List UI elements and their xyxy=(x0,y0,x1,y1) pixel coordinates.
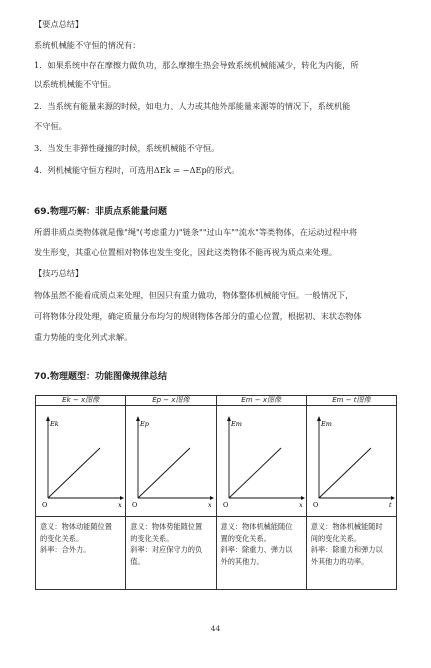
paragraph-line: 发生形变，其重心位置相对物体也发生变化，因此这类物体不能再视为质点来处理。 xyxy=(34,247,337,257)
x-axis-label: x xyxy=(118,501,122,509)
desc-line: 置的变化关系。 xyxy=(220,533,271,543)
paragraph-line: 所谓非质点类物体就是像"绳"(考虑重力)"链条""过山车""流水"等类物体，在运动过程中将 xyxy=(34,227,358,237)
heading-70: 70.物理题型：功能图像规律总结 xyxy=(34,372,167,382)
paragraph-line: 物体虽然不能看成质点来处理，但因只有重力做功，物体整体机械能守恒。一般情况下， xyxy=(34,290,354,300)
desc-line: 斜率：除重力、弹力以 xyxy=(220,545,293,554)
graph-cell xyxy=(36,406,126,517)
graph-cell xyxy=(216,406,306,517)
paragraph-line: 可将物体分段处理，确定质量分布均匀的规则物体各部分的重心位置，根据初、末状态物体 xyxy=(34,311,362,321)
graph-cell xyxy=(306,406,396,517)
desc-line: 的变化关系。 xyxy=(40,533,84,543)
graph-header: Ek − x图像 xyxy=(36,396,126,406)
desc-line: 外的其他力。 xyxy=(220,556,264,566)
point-line: 2．当系统有能量来源的时候，如电力、人力或其他外部能量来源等的情况下，系统机能 xyxy=(34,101,351,111)
y-axis-label: Em xyxy=(320,420,332,428)
x-arrow-icon xyxy=(391,496,395,500)
graph-line xyxy=(319,448,371,498)
graph-header: Em − t图像 xyxy=(306,396,396,406)
section-tag-key-points: 【要点总结】 xyxy=(34,19,84,29)
graph-description xyxy=(126,517,216,590)
x-axis-label: x xyxy=(298,501,303,509)
y-axis-label: Em xyxy=(230,420,242,428)
desc-line: 斜率：合外力。 xyxy=(40,545,91,554)
graph-header: Ep − x图像 xyxy=(126,396,216,406)
point-line: 不守恒。 xyxy=(34,121,67,131)
x-arrow-icon xyxy=(301,496,305,500)
graph-description xyxy=(36,517,126,590)
x-axis-label: t xyxy=(388,501,392,509)
graph-description xyxy=(216,517,306,590)
x-axis-label: x xyxy=(208,501,212,509)
origin-label: O xyxy=(222,501,228,509)
point-line: 4．列机械能守恒方程时，可选用ΔEk = −ΔEp的形式。 xyxy=(34,165,240,175)
desc-line: 意义：物体动能随位置 xyxy=(40,522,112,531)
y-axis-label: Ep xyxy=(140,420,150,428)
graph-header: Em − x图像 xyxy=(216,396,306,406)
desc-line: 的变化关系。 xyxy=(130,533,174,543)
em-t-graph xyxy=(307,406,397,516)
graph-cell xyxy=(126,406,216,517)
desc-line: 意义：物体机械能随位 xyxy=(220,522,293,531)
point-line: 3．当发生非弹性碰撞的时候，系统机械能不守恒。 xyxy=(34,143,220,153)
em-x-graph xyxy=(217,406,307,516)
desc-line: 值。 xyxy=(130,556,145,566)
x-arrow-icon xyxy=(120,496,124,500)
section-tag-tips: 【技巧总结】 xyxy=(34,268,84,278)
desc-line: 意义：物体势能随位置 xyxy=(130,522,203,531)
graph-description xyxy=(306,517,396,590)
graph-line xyxy=(48,448,100,498)
graph-line xyxy=(138,448,190,498)
ep-x-graph xyxy=(126,406,216,516)
point-line: 1．如果系统中存在摩擦力做负功，那么摩擦生热会导致系统机械能减少，转化为内能，所 xyxy=(34,60,359,70)
point-line: 以系统机械能不守恒。 xyxy=(34,79,116,89)
x-arrow-icon xyxy=(210,496,214,500)
page-number: 44 xyxy=(210,624,221,633)
desc-line: 斜率：对应保守力的负 xyxy=(130,545,203,554)
ek-x-graph xyxy=(36,406,126,516)
y-axis-label: Ek xyxy=(50,420,59,428)
intro-text: 系统机械能不守恒的情况有： xyxy=(34,40,141,50)
paragraph-line: 重力势能的变化列式求解。 xyxy=(34,332,133,342)
origin-label: O xyxy=(42,501,48,509)
graph-line xyxy=(229,448,281,498)
desc-line: 外其他力的功率。 xyxy=(310,556,369,566)
heading-69: 69.物理巧解：非质点系能量问题 xyxy=(34,207,167,217)
desc-line: 间的变化关系。 xyxy=(310,533,362,543)
desc-line: 斜率：除重力和弹力以 xyxy=(310,545,383,554)
energy-graph-table xyxy=(35,395,397,590)
origin-label: O xyxy=(312,501,319,509)
origin-label: O xyxy=(132,501,138,509)
desc-line: 意义：物体机械能随时 xyxy=(310,522,383,531)
